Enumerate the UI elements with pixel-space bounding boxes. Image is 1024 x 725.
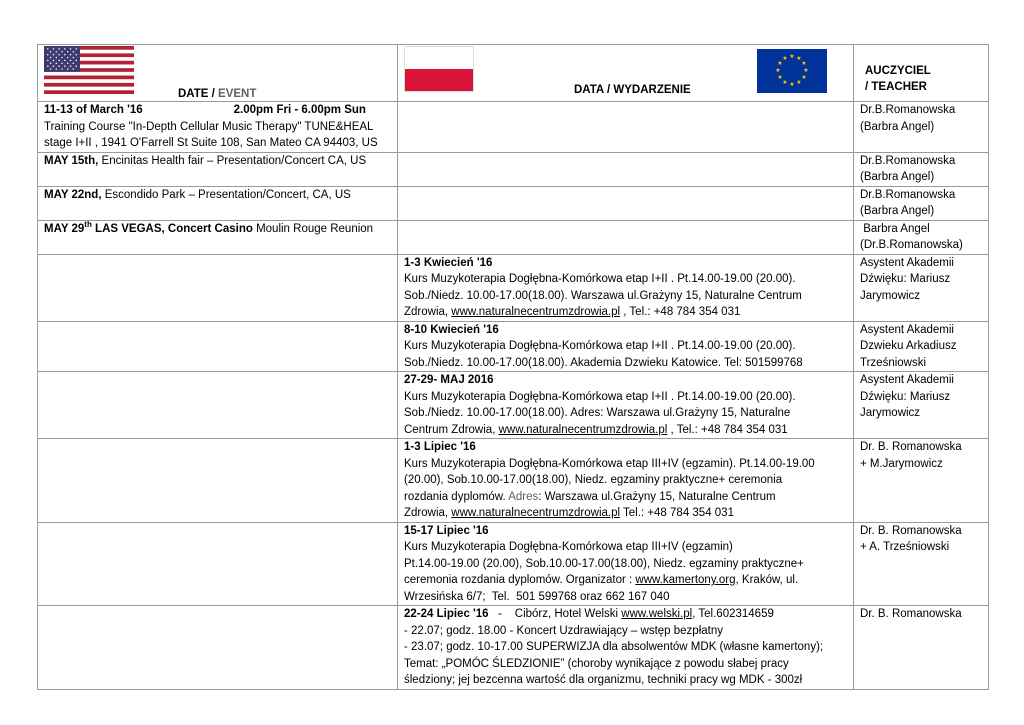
teacher-header-line1: AUCZYCIEL bbox=[865, 65, 931, 77]
event-text: , Tel.: +48 784 354 031 bbox=[667, 423, 788, 436]
event-row bbox=[38, 152, 989, 186]
pl-event-cell bbox=[398, 606, 854, 690]
event-text: Training Course "In-Depth Cellular Music Therapy" TUNE&HEAL bbox=[44, 120, 374, 133]
event-text: rozdania dyplomów. bbox=[404, 490, 506, 503]
us-event-cell bbox=[38, 606, 398, 690]
website-link[interactable]: www.naturalnecentrumzdrowia.pl bbox=[498, 423, 668, 436]
event-text: - 23.07; godz. 10-17.00 SUPERWIZJA dla absolwentów MDK (własne kamertony); bbox=[404, 641, 824, 653]
teacher-name: Barbra Angel bbox=[860, 222, 930, 235]
teacher-name: (Barbra Angel) bbox=[860, 205, 935, 217]
event-row bbox=[38, 439, 989, 523]
event-text: Kurs Muzykoterapia Dogłębna-Komórkowa etap I+II . Pt.14.00-19.00 (20.00). bbox=[404, 390, 796, 403]
pl-event-cell bbox=[398, 220, 854, 254]
event-date: 27-29- MAJ 2016 bbox=[404, 374, 494, 386]
event-text: Kurs Muzykoterapia Dogłębna-Komórkowa etap I+II . Pt.14.00-19.00 (20.00). bbox=[404, 340, 796, 352]
svg-text:★: ★ bbox=[801, 60, 807, 67]
event-row bbox=[38, 220, 989, 254]
pl-event-cell bbox=[398, 152, 854, 186]
teacher-name: + A. Trześniowski bbox=[860, 541, 950, 553]
event-date: 15-17 Lipiec '16 bbox=[404, 524, 489, 537]
teacher-header-line2: / TEACHER bbox=[865, 81, 927, 93]
pl-event-cell bbox=[398, 522, 854, 606]
teacher-name: Jarymowicz bbox=[860, 289, 921, 302]
teacher-header bbox=[865, 63, 931, 95]
event-text: Wrzesińska 6/7; Tel. 501 599768 oraz 662 167 040 bbox=[404, 590, 670, 603]
event-text: Tel.: +48 784 354 031 bbox=[620, 507, 734, 519]
us-flag-icon bbox=[44, 46, 134, 94]
website-link[interactable]: www.naturalnecentrumzdrowia.pl bbox=[451, 507, 621, 519]
pl-event-cell bbox=[398, 372, 854, 439]
svg-text:★: ★ bbox=[789, 53, 795, 60]
date-superscript: th bbox=[84, 220, 92, 229]
header-pl-cell bbox=[398, 45, 854, 102]
event-date: MAY 29 bbox=[44, 222, 85, 235]
teacher-cell bbox=[854, 152, 989, 186]
website-link[interactable]: www.naturalnecentrumzdrowia.pl bbox=[451, 306, 621, 318]
teacher-cell bbox=[854, 321, 989, 372]
svg-text:★: ★ bbox=[796, 55, 802, 62]
website-link[interactable]: www.kamertony.org bbox=[635, 574, 736, 586]
us-event-cell bbox=[38, 186, 398, 220]
event-row bbox=[38, 321, 989, 372]
schedule-table bbox=[37, 44, 989, 690]
event-text: Zdrowia, bbox=[404, 507, 452, 519]
event-text: Centrum Zdrowia, bbox=[404, 423, 499, 436]
teacher-name: Dr.B.Romanowska bbox=[860, 104, 956, 116]
event-text: Sob./Niedz. 10.00-17.00(18.00). Adres: Warszawa ul.Grażyny 15, Naturalne bbox=[404, 407, 791, 419]
teacher-cell bbox=[854, 606, 989, 690]
us-event-cell bbox=[38, 522, 398, 606]
svg-text:★: ★ bbox=[801, 74, 807, 81]
event-text: , Kraków, ul. bbox=[735, 574, 799, 586]
svg-text:★: ★ bbox=[789, 81, 795, 88]
event-text: Kurs Muzykoterapia Dogłębna-Komórkowa etap III+IV (egzamin) bbox=[404, 541, 733, 553]
event-text: - 22.07; godz. 18.00 - Koncert Uzdrawiający – wstęp bezpłatny bbox=[404, 624, 723, 637]
teacher-name: Dr. B. Romanowska bbox=[860, 608, 962, 620]
teacher-name: (Dr.B.Romanowska) bbox=[860, 239, 963, 251]
header-teacher-cell bbox=[854, 45, 989, 102]
pl-event-cell bbox=[398, 186, 854, 220]
svg-text:★: ★ bbox=[777, 74, 783, 81]
event-venue: - Cibórz, Hotel Welski bbox=[488, 608, 622, 620]
teacher-name: Asystent Akademii bbox=[860, 256, 954, 269]
header-us-cell bbox=[38, 45, 398, 102]
us-event-cell bbox=[38, 254, 398, 321]
teacher-cell bbox=[854, 254, 989, 321]
event-text: Kurs Muzykoterapia Dogłębna-Komórkowa etap I+II . Pt.14.00-19.00 (20.00). bbox=[404, 273, 796, 285]
teacher-cell bbox=[854, 102, 989, 153]
us-event-cell bbox=[38, 102, 398, 153]
event-row bbox=[38, 254, 989, 321]
teacher-name: Dźwięku: Mariusz bbox=[860, 390, 951, 403]
event-row bbox=[38, 372, 989, 439]
teacher-name: Dr.B.Romanowska bbox=[860, 154, 956, 167]
svg-text:★: ★ bbox=[775, 67, 781, 74]
svg-text:★: ★ bbox=[796, 79, 802, 86]
event-text: stage I+II , 1941 O'Farrell St Suite 108, San Mateo CA 94403, US bbox=[44, 137, 378, 149]
event-text: : Warszawa ul.Grażyny 15, Naturalne Centrum bbox=[538, 490, 776, 503]
teacher-cell bbox=[854, 439, 989, 523]
event-text: Encinitas Health fair – Presentation/Concert CA, US bbox=[98, 154, 367, 167]
date-label: DATE / bbox=[178, 88, 219, 100]
data-wydarzenie-header: DATA / WYDARZENIE bbox=[574, 84, 691, 96]
pl-event-cell bbox=[398, 321, 854, 372]
pl-flag-icon bbox=[404, 46, 474, 92]
teacher-name: + M.Jarymowicz bbox=[860, 457, 943, 470]
teacher-name: Dzwieku Arkadiusz bbox=[860, 340, 957, 352]
event-row bbox=[38, 522, 989, 606]
event-text: Kurs Muzykoterapia Dogłębna-Komórkowa etap III+IV (egzamin). Pt.14.00-19.00 bbox=[404, 457, 815, 470]
event-date: 1-3 Kwiecień '16 bbox=[404, 256, 493, 269]
teacher-cell bbox=[854, 372, 989, 439]
event-label: EVENT bbox=[218, 88, 257, 100]
teacher-name: Dźwięku: Mariusz bbox=[860, 273, 951, 285]
teacher-cell bbox=[854, 220, 989, 254]
teacher-name: (Barbra Angel) bbox=[860, 171, 935, 183]
teacher-cell bbox=[854, 522, 989, 606]
website-link[interactable]: www.welski.pl bbox=[621, 608, 693, 620]
event-text: , Tel.: +48 784 354 031 bbox=[620, 306, 741, 318]
date-header bbox=[178, 86, 256, 102]
event-row bbox=[38, 102, 989, 153]
event-text: ceremonia rozdania dyplomów. Organizator : bbox=[404, 574, 636, 586]
svg-text:★: ★ bbox=[777, 60, 783, 67]
pl-event-cell bbox=[398, 254, 854, 321]
svg-text:★: ★ bbox=[782, 55, 788, 62]
teacher-name: Jarymowicz bbox=[860, 407, 921, 419]
event-text: Moulin Rouge Reunion bbox=[252, 222, 374, 235]
event-text: śledziony; jej bezcenna wartość dla organizmu, techniki pracy wg MDK - 300zł bbox=[404, 674, 803, 686]
us-event-cell bbox=[38, 152, 398, 186]
svg-text:★: ★ bbox=[803, 67, 809, 74]
event-phone: , Tel.602314659 bbox=[692, 608, 774, 620]
event-date: 1-3 Lipiec '16 bbox=[404, 441, 476, 453]
event-row bbox=[38, 606, 989, 690]
teacher-name: Asystent Akademii bbox=[860, 323, 954, 336]
event-text: Escondido Park – Presentation/Concert, CA, US bbox=[101, 188, 351, 201]
eu-flag-icon bbox=[757, 49, 827, 93]
header-row bbox=[38, 45, 989, 102]
event-date: 22-24 Lipiec '16 bbox=[404, 608, 489, 620]
svg-text:★: ★ bbox=[782, 79, 788, 86]
teacher-name: Asystent Akademii bbox=[860, 374, 954, 386]
event-text: Sob./Niedz. 10.00-17.00(18.00). Warszawa ul.Grażyny 15, Naturalne Centrum bbox=[404, 289, 802, 302]
pl-event-cell bbox=[398, 439, 854, 523]
event-time: 2.00pm Fri - 6.00pm Sun bbox=[233, 104, 366, 116]
event-text: Adres bbox=[505, 490, 539, 503]
event-date: MAY 15th, bbox=[44, 154, 99, 167]
event-text: Pt.14.00-19.00 (20.00), Sob.10.00-17.00(18.00), Niedz. egzaminy praktyczne+ bbox=[404, 557, 804, 570]
us-event-cell bbox=[38, 439, 398, 523]
us-event-cell bbox=[38, 321, 398, 372]
event-date: MAY 22nd, bbox=[44, 188, 102, 201]
teacher-name: (Barbra Angel) bbox=[860, 120, 935, 133]
teacher-name: Dr.B.Romanowska bbox=[860, 188, 956, 201]
event-row bbox=[38, 186, 989, 220]
teacher-cell bbox=[854, 186, 989, 220]
event-date: 11-13 of March '16 bbox=[44, 104, 143, 116]
event-text: (20.00), Sob.10.00-17.00(18.00), Niedz. egzaminy praktyczne+ ceremonia bbox=[404, 474, 783, 486]
event-text: Zdrowia, bbox=[404, 306, 452, 318]
event-date: 8-10 Kwiecień '16 bbox=[404, 323, 499, 336]
event-text: Temat: „POMÓC ŚLEDZIONIE” (choroby wynikające z powodu słabej pracy bbox=[404, 657, 789, 670]
teacher-name: Dr. B. Romanowska bbox=[860, 524, 962, 537]
event-venue: LAS VEGAS, Concert Casino bbox=[91, 222, 253, 235]
pl-event-cell bbox=[398, 102, 854, 153]
us-event-cell bbox=[38, 372, 398, 439]
teacher-name: Trześniowski bbox=[860, 356, 927, 369]
event-text: Sob./Niedz. 10.00-17.00(18.00). Akademia Dzwieku Katowice. Tel: 501599768 bbox=[404, 356, 803, 369]
teacher-name: Dr. B. Romanowska bbox=[860, 441, 962, 453]
us-event-cell bbox=[38, 220, 398, 254]
